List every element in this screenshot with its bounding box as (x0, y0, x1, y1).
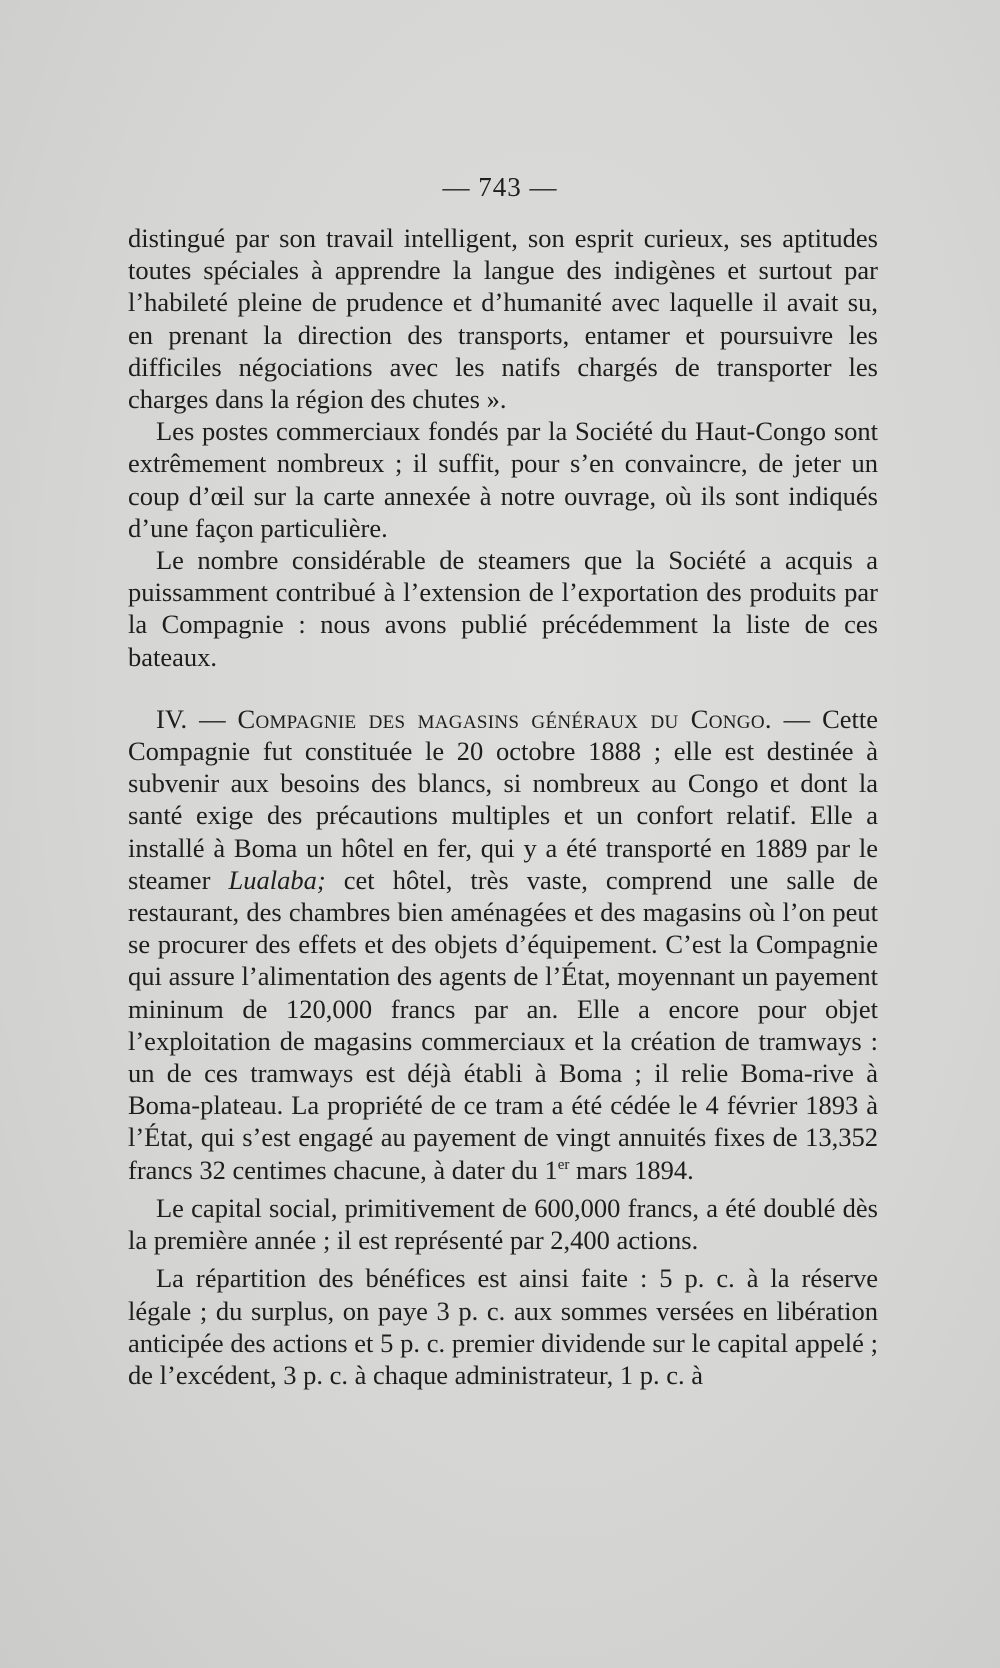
section-text-part-2: cet hôtel, très vaste, comprend une salle de restaurant, des chambres bien aménagées et des magasins où l’on peut se procurer des effets et des objets d’équipement. C’est la Compagnie qui assure l’alimentation des agents de l’État, moyennant un payement mininum de 120,000 francs par an. Elle a encore pour objet l’exploitation de magasins commerciaux et la création de tramways : un de ces tramways est déjà établi à Boma ; il relie Boma-rive à Boma-plateau. La propriété de ce tram a été cédée le 4 février 1893 à l’État, qui s’est engagé au payement de vingt annuités fixes de 13,352 francs 32 centimes chacune, à dater du 1 (128, 864, 878, 1185)
ordinal-superscript: er (557, 1156, 570, 1173)
section-text-part-3: mars 1894. (569, 1154, 694, 1185)
section-text-part-1: — Cette Compagnie fut constituée le 20 octobre 1888 ; elle est destinée à subvenir aux besoins des blancs, si nombreux au Congo et dont la santé exige des précautions multiples et un confort relatif. Elle a installé à Boma un hôtel en fer, qui y a été transporté en 1889 par le steamer (128, 703, 878, 895)
paragraph-postes-commerciaux: Les postes commerciaux fondés par la Société du Haut-Congo sont extrêmement nombreux ; il suffit, pour s’en convaincre, de jeter un coup d’œil sur la carte annexée à notre ouvrage, où ils sont indiqués d’une façon particulière. (128, 416, 878, 543)
body-text (128, 222, 878, 1391)
paragraph-steamers: Le nombre considérable de steamers que la Société a acquis a puissamment contribué à l’extension de l’exportation des produits par la Compagnie : nous avons publié précédemment la liste de ces bateaux. (128, 545, 878, 672)
page-number: — 743 — (442, 172, 558, 202)
section-heading: Compagnie des magasins généraux du Congo. (237, 703, 772, 734)
paragraph-section-iv (128, 703, 878, 1186)
paragraph-capital-social: Le capital social, primitivement de 600,000 francs, a été doublé dès la première année ; il est représenté par 2,400 actions. (128, 1192, 878, 1256)
paragraph-repartition: La répartition des bénéfices est ainsi faite : 5 p. c. à la réserve légale ; du surplus, on paye 3 p. c. aux sommes versées en libération anticipée des actions et 5 p. c. premier dividende sur le capital appelé ; de l’excédent, 3 p. c. à chaque administrateur, 1 p. c. à (128, 1263, 878, 1390)
paragraph-continuation: distingué par son travail intelligent, son esprit curieux, ses aptitudes toutes spéciales à apprendre la langue des indigènes et surtout par l’habileté pleine de prudence et d’humanité avec laquelle il avait su, en prenant la direction des transports, entamer et poursuivre les difficiles négociations avec les natifs chargés de transporter les charges dans la région des chutes ». (128, 223, 878, 415)
section-numeral: IV. — (156, 703, 238, 734)
ship-name: Lualaba; (228, 864, 326, 895)
